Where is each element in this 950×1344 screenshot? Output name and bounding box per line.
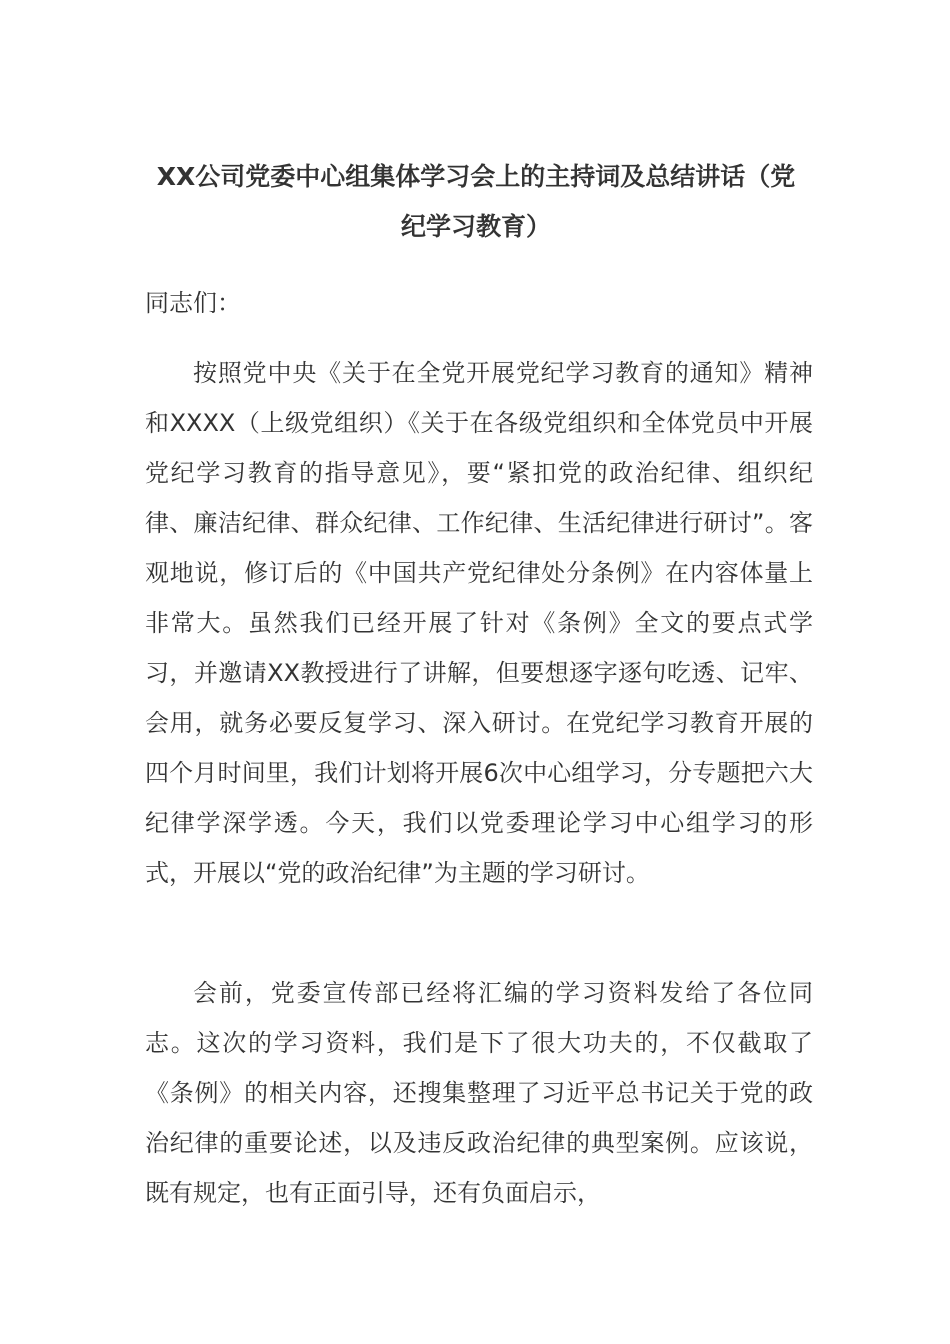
document-title: XX公司党委中心组集体学习会上的主持词及总结讲话（党纪学习教育） — [156, 162, 796, 241]
paragraph-1: 按照党中央《关于在全党开展党纪学习教育的通知》精神和XXXX（上级党组织）《关于在各级党组织和全体党员中开展党纪学习教育的指导意见》，要“紧扣党的政治纪律、组织纪律、廉洁纪律、群众纪律、工作纪律、生活纪律进行研讨”。客观地说，修订后的《中国共产党纪律处分条例》在内容体量上非常大。虽然我们已经开展了针对《条例》全文的要点式学习，并邀请XX教授进行了讲解，但要想逐字逐句吃透、记牢、会用，就务必要反复学习、深入研讨。在党纪学习教育开展的四个月时间里，我们计划将开展6次中心组学习，分专题把六大纪律学深学透。今天，我们以党委理论学习中心组学习的形式，开展以“党的政治纪律”为主题的学习研讨。 — [145, 359, 813, 887]
greeting: 同志们： — [145, 289, 241, 317]
paragraph-2: 会前，党委宣传部已经将汇编的学习资料发给了各位同志。这次的学习资料，我们是下了很大功夫的，不仅截取了《条例》的相关内容，还搜集整理了习近平总书记关于党的政治纪律的重要论述，以及违反政治纪律的典型案例。应该说，既有规定，也有正面引导，还有负面启示， — [145, 979, 813, 1207]
